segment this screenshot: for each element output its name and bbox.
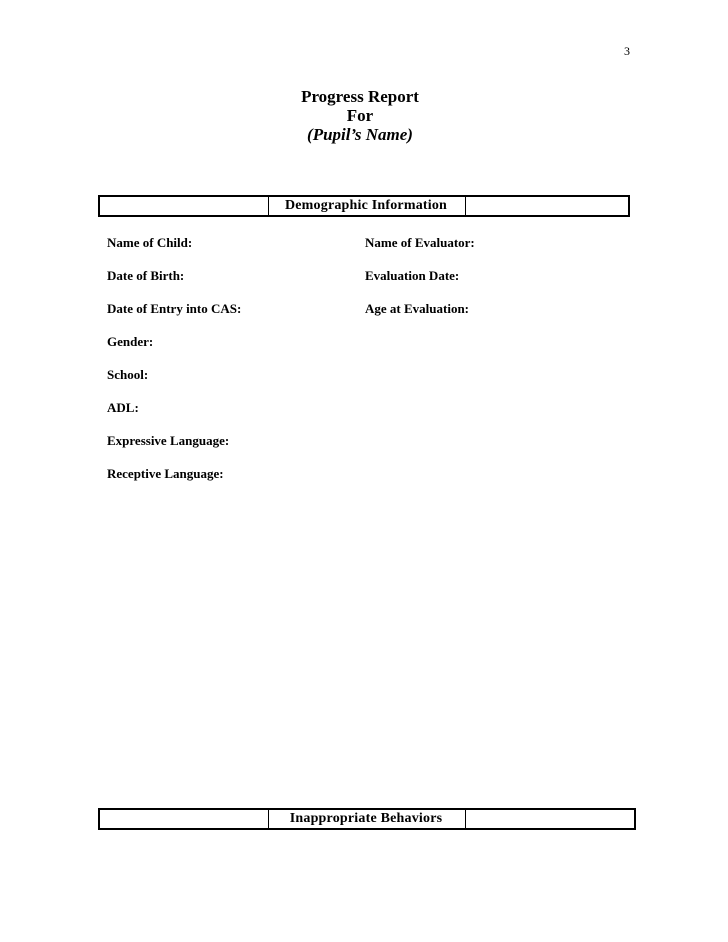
behaviors-header-label: Inappropriate Behaviors: [289, 811, 443, 826]
field-receptive-language: Receptive Language:: [107, 466, 224, 481]
behaviors-section-header: [98, 808, 636, 830]
title-line-for: For: [346, 106, 374, 125]
report-title: [250, 87, 470, 144]
page-number: 3: [624, 44, 630, 58]
field-expressive-language: Expressive Language:: [107, 433, 230, 448]
field-school: School:: [107, 367, 149, 382]
field-date-of-entry: Date of Entry into CAS:: [107, 301, 242, 316]
field-name-of-evaluator: Name of Evaluator:: [365, 235, 475, 250]
field-age-at-evaluation: Age at Evaluation:: [365, 301, 469, 316]
field-gender: Gender:: [107, 334, 154, 349]
field-name-of-child: Name of Child:: [107, 235, 193, 250]
demographic-header-label: Demographic Information: [284, 198, 448, 213]
demographic-section-header: [98, 195, 630, 217]
field-adl: ADL:: [107, 400, 139, 415]
field-date-of-birth: Date of Birth:: [107, 268, 185, 283]
title-line-progress-report: Progress Report: [301, 87, 419, 106]
title-line-pupil-name: (Pupil’s Name): [307, 125, 413, 144]
field-evaluation-date: Evaluation Date:: [365, 268, 460, 283]
